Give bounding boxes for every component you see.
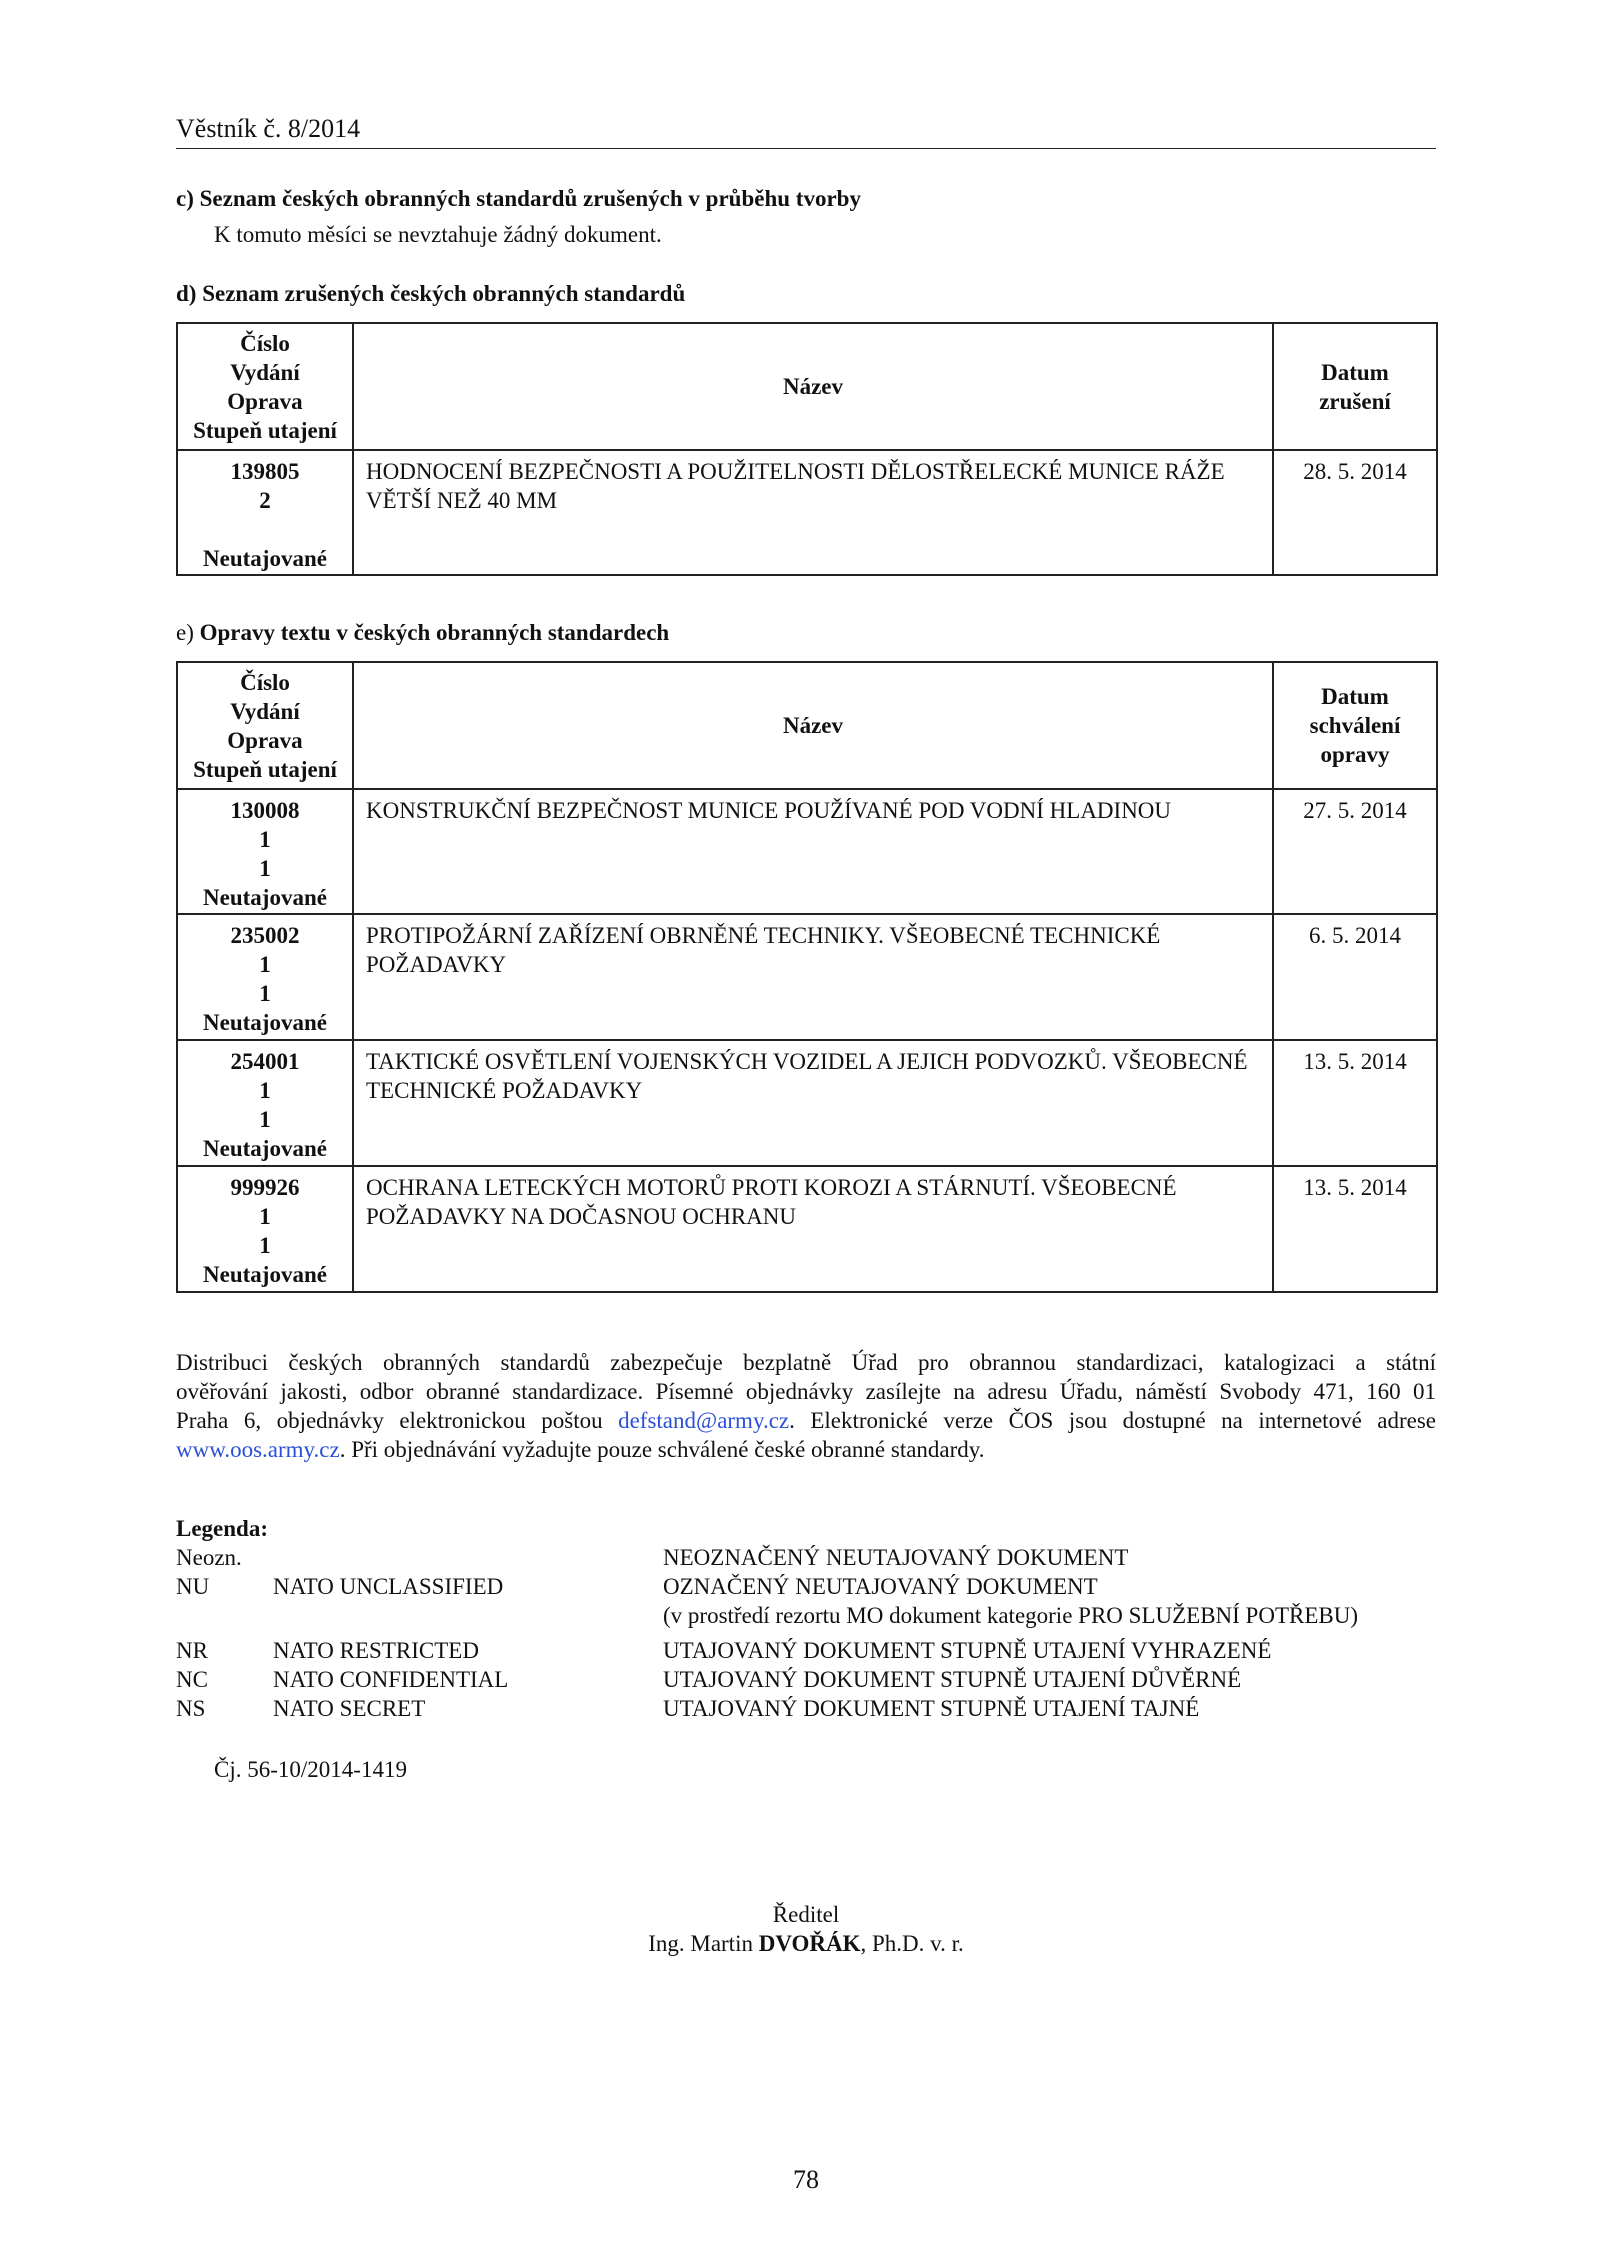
standard-name: TAKTICKÉ OSVĚTLENÍ VOJENSKÝCH VOZIDEL A JEJICH PODVOZKŮ. VŠEOBECNÉ TECHNICKÉ POŽADAVKY xyxy=(353,1040,1273,1166)
standard-number-cell xyxy=(177,789,353,914)
signature-prefix: Ing. Martin xyxy=(648,1931,759,1956)
standard-classification: Neutajované xyxy=(203,1136,327,1161)
page-header xyxy=(176,112,1436,149)
signature-suffix: , Ph.D. v. r. xyxy=(860,1931,964,1956)
standard-number: 254001 xyxy=(230,1049,300,1074)
legend-row xyxy=(176,1667,1436,1696)
standard-number: 139805 xyxy=(230,459,300,484)
page-number: 78 xyxy=(793,2165,819,2194)
standard-edition: 1 xyxy=(259,952,271,977)
header-line: Vydání xyxy=(230,698,300,724)
header-line: opravy xyxy=(1320,742,1390,767)
email-link[interactable]: defstand@army.cz xyxy=(618,1408,790,1433)
header-line: Číslo xyxy=(240,669,290,695)
legend-row xyxy=(176,1638,1436,1667)
header-line: Vydání xyxy=(230,359,300,385)
legend-abbr: NU xyxy=(176,1574,210,1599)
header-line: Oprava xyxy=(227,727,303,753)
col-name-header: Název xyxy=(353,323,1273,450)
legend-row xyxy=(176,1545,1436,1574)
signature-role: Ředitel xyxy=(772,1902,840,1927)
distribution-text: . Elektronické verze ČOS jsou dostupné na internetové adrese xyxy=(789,1408,1436,1433)
table-row xyxy=(177,450,1437,575)
legend-meaning: UTAJOVANÝ DOKUMENT STUPNĚ UTAJENÍ TAJNÉ xyxy=(663,1696,1200,1721)
standard-name: PROTIPOŽÁRNÍ ZAŘÍZENÍ OBRNĚNÉ TECHNIKY. VŠEOBECNÉ TECHNICKÉ POŽADAVKY xyxy=(353,914,1273,1040)
legend-title: Legenda: xyxy=(176,1516,268,1541)
standard-number-cell xyxy=(177,914,353,1040)
legend-nato: NATO RESTRICTED xyxy=(273,1638,479,1663)
header-line: Stupeň utajení xyxy=(193,417,337,443)
legend-abbr: NS xyxy=(176,1696,206,1721)
standard-number-cell xyxy=(177,1166,353,1292)
reference-number: Čj. 56-10/2014-1419 xyxy=(214,1757,407,1782)
legend-meaning: NEOZNAČENÝ NEUTAJOVANÝ DOKUMENT xyxy=(663,1545,1129,1570)
distribution-text: . Při objednávání vyžadujte pouze schválené české obranné standardy. xyxy=(339,1437,985,1462)
signature-name xyxy=(176,1931,1436,1957)
legend-meaning: OZNAČENÝ NEUTAJOVANÝ DOKUMENT xyxy=(663,1574,1098,1599)
standard-number-cell xyxy=(177,450,353,575)
section-e-title xyxy=(176,620,669,646)
section-d-title: d) Seznam zrušených českých obranných standardů xyxy=(176,281,686,306)
legend-nato: NATO SECRET xyxy=(273,1696,426,1721)
standard-number: 130008 xyxy=(230,798,300,823)
legend-row xyxy=(176,1696,1436,1725)
standard-number: 235002 xyxy=(230,923,300,948)
standard-number-cell xyxy=(177,1040,353,1166)
distribution-line: ověřování jakosti, odbor obranné standardizace. Písemné objednávky zasílejte na adresu Úřadu, náměstí Svobody 471, 160 01 xyxy=(176,1379,1436,1404)
standard-name: HODNOCENÍ BEZPEČNOSTI A POUŽITELNOSTI DĚLOSTŘELECKÉ MUNICE RÁŽE VĚTŠÍ NEŽ 40 MM xyxy=(353,450,1273,575)
standard-correction: 1 xyxy=(259,1233,271,1258)
section-c-note: K tomuto měsíci se nevztahuje žádný dokument. xyxy=(214,222,662,247)
section-e-prefix: e) xyxy=(176,620,200,645)
col-date-header xyxy=(1273,662,1437,789)
standard-correction: 1 xyxy=(259,856,271,881)
section-c-title: c) Seznam českých obranných standardů zrušených v průběhu tvorby xyxy=(176,186,861,211)
legend-nato: NATO CONFIDENTIAL xyxy=(273,1667,509,1692)
table-header-row xyxy=(177,662,1437,789)
standard-date: 13. 5. 2014 xyxy=(1273,1040,1437,1166)
table-header-row xyxy=(177,323,1437,450)
table-row xyxy=(177,914,1437,1040)
standard-edition: 1 xyxy=(259,1204,271,1229)
distribution-line xyxy=(176,1406,1436,1435)
legend-abbr: NR xyxy=(176,1638,208,1663)
table-row xyxy=(177,1040,1437,1166)
col-date-header xyxy=(1273,323,1437,450)
standard-classification: Neutajované xyxy=(203,885,327,910)
legend-row xyxy=(176,1574,1436,1603)
col-name-header: Název xyxy=(353,662,1273,789)
standard-edition: 1 xyxy=(259,1078,271,1103)
website-link[interactable]: www.oos.army.cz xyxy=(176,1437,340,1462)
distribution-line xyxy=(176,1435,1436,1464)
legend-row xyxy=(176,1603,1436,1632)
col-number-header xyxy=(177,662,353,789)
standard-date: 27. 5. 2014 xyxy=(1273,789,1437,914)
standard-number: 999926 xyxy=(230,1175,300,1200)
header-line: Datum xyxy=(1321,684,1389,709)
legend-meaning: UTAJOVANÝ DOKUMENT STUPNĚ UTAJENÍ DŮVĚRNÉ xyxy=(663,1667,1242,1692)
signature-surname: DVOŘÁK xyxy=(758,1931,861,1956)
header-line: Datum xyxy=(1321,359,1389,385)
legend-meaning: (v prostředí rezortu MO dokument kategorie PRO SLUŽEBNÍ POTŘEBU) xyxy=(663,1603,1359,1628)
section-e-title-text: Opravy textu v českých obranných standardech xyxy=(199,620,670,645)
distribution-text: Praha 6, objednávky elektronickou poštou xyxy=(176,1408,619,1433)
journal-title: Věstník č. 8/2014 xyxy=(176,114,361,143)
header-line: Oprava xyxy=(227,388,303,414)
document-page xyxy=(176,0,1436,2263)
header-line: Stupeň utajení xyxy=(193,756,337,782)
table-row xyxy=(177,789,1437,914)
blank-line xyxy=(178,515,352,544)
header-line: Číslo xyxy=(240,330,290,356)
standard-classification: Neutajované xyxy=(203,1262,327,1287)
standard-name: OCHRANA LETECKÝCH MOTORŮ PROTI KOROZI A STÁRNUTÍ. VŠEOBECNÉ POŽADAVKY NA DOČASNOU OCHRANU xyxy=(353,1166,1273,1292)
legend-abbr: NC xyxy=(176,1667,208,1692)
standard-date: 28. 5. 2014 xyxy=(1273,450,1437,575)
standard-classification: Neutajované xyxy=(203,546,327,571)
standard-classification: Neutajované xyxy=(203,1010,327,1035)
standard-correction: 1 xyxy=(259,1107,271,1132)
legend-nato: NATO UNCLASSIFIED xyxy=(273,1574,504,1599)
legend-abbr: Neozn. xyxy=(176,1545,242,1570)
table-row xyxy=(177,1166,1437,1292)
header-line: schválení xyxy=(1309,713,1401,738)
standard-edition: 2 xyxy=(259,488,271,513)
standard-edition: 1 xyxy=(259,827,271,852)
cancelled-standards-table xyxy=(176,322,1438,576)
distribution-paragraph xyxy=(176,1348,1436,1464)
header-line: zrušení xyxy=(1319,388,1391,414)
standard-date: 13. 5. 2014 xyxy=(1273,1166,1437,1292)
standard-name: KONSTRUKČNÍ BEZPEČNOST MUNICE POUŽÍVANÉ POD VODNÍ HLADINOU xyxy=(353,789,1273,914)
col-number-header xyxy=(177,323,353,450)
legend-meaning: UTAJOVANÝ DOKUMENT STUPNĚ UTAJENÍ VYHRAZENÉ xyxy=(663,1638,1272,1663)
corrections-table xyxy=(176,661,1438,1293)
standard-date: 6. 5. 2014 xyxy=(1273,914,1437,1040)
distribution-line: Distribuci českých obranných standardů zabezpečuje bezplatně Úřad pro obrannou standardizaci, katalogizaci a státní xyxy=(176,1350,1436,1375)
standard-correction: 1 xyxy=(259,981,271,1006)
